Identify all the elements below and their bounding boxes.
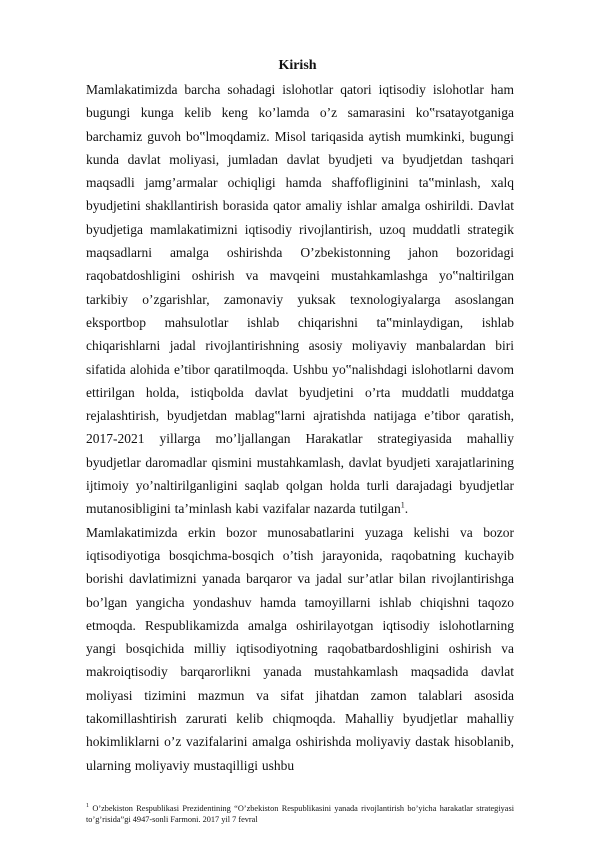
footnote — [86, 803, 514, 825]
paragraph-2: Mamlakatimizda erkin bozor munosabatlarini yuzaga kelishi va bozor iqtisodiyotiga bosqichma-bosqich o’tish jarayonida, raqobatning kuchayib borishi davlatimizni yanada barqaror va jadal sur’atlar bilan rivojlantirishga bo’lgan yangicha yondashuv hamda tamoyillarni ishlab chiqishni taqozo etmoqda. Respublikamizda amalga oshirilayotgan iqtisodiy islohotlarning yangi bosqichida milliy iqtisodiyotning raqobatbardoshligini oshirish va makroiqtisodiy barqarorlikni yanada mustahkamlash maqsadida davlat moliyasi tizimini mazmun va sifat jihatdan zamon talablari asosida takomillashtirish zarurati kelib chiqmoqda. Mahalliy byudjetlar mahalliy hokimliklarni o’z vazifalarini amalga oshirishda moliyaviy dastak hisoblanib, ularning moliyaviy mustaqilligi ushbu — [86, 524, 514, 773]
body-text — [86, 78, 514, 777]
footnote-reference[interactable]: 1 — [400, 500, 405, 510]
footnote-text: O’zbekiston Respublikasi Prezidentining “O’zbekiston Respublikasini yanada rivojlantirish bo’yicha harakatlar strategiyasi to’g’risida”gi 4947-sonli Farmoni. 2017 yil 7 fevral — [86, 804, 514, 824]
page-title: Kirish — [278, 58, 317, 73]
paragraph-1-end: . — [404, 501, 409, 517]
paragraph-1 — [86, 78, 514, 521]
footnote-marker: 1 — [86, 803, 89, 810]
paragraph-1-text: Mamlakatimizda barcha sohadagi islohotlar qatori iqtisodiy islohotlar ham bugungi kunga kelib keng ko’lamda o’z samarasini ko‟rsatayotganiga barchamiz guvoh bo‟lmoqdamiz. Misol tariqasida aytish mumkinki, bugungi kunda davlat moliyasi, jumladan davlat byudjeti va byudjetdan tashqari maqsadli jamg’armalar ochiqligi hamda shaffofliginini ta‟minlash, xalq byudjetini shakllantirish borasida qator amaliy ishlar amalga oshirildi. Davlat byudjetiga mamlakatimizni iqtisodiy rivojlantirish, uzoq muddatli strategik maqsadlarni amalga oshirishda O’zbekistonning jahon bozoridagi raqobatdoshligini oshirish va mavqeini mustahkamlashga yo‟naltirilgan tarkibiy o’zgarishlar, zamonaviy yuksak texnologiyalarga asoslangan eksportbop mahsulotlar ishlab chiqarishni ta‟minlaydigan, ishlab chiqarishlarni jadal rivojlantirishning asosiy moliyaviy manbalardan biri sifatida alohida e’tibor qaratilmoqda. Ushbu yo‟nalishdagi islohotlarni davom ettirilgan holda, istiqbolda davlat byudjetini o’rta muddatli muddatga rejalashtirish, byudjetdan mablag‟larni ajratishda natijaga e’tibor qaratish, 2017-2021 yillarga mo’ljallangan Harakatlar strategiyasida mahalliy byudjetlar daromadlar qismini mustahkamlash, davlat byudjeti xarajatlarining ijtimoiy yo’naltirilganligini saqlab qolgan holda turli darajadagi byudjetlar mutanosibligini ta’minlash kabi vazifalar nazarda tutilgan — [86, 82, 514, 517]
